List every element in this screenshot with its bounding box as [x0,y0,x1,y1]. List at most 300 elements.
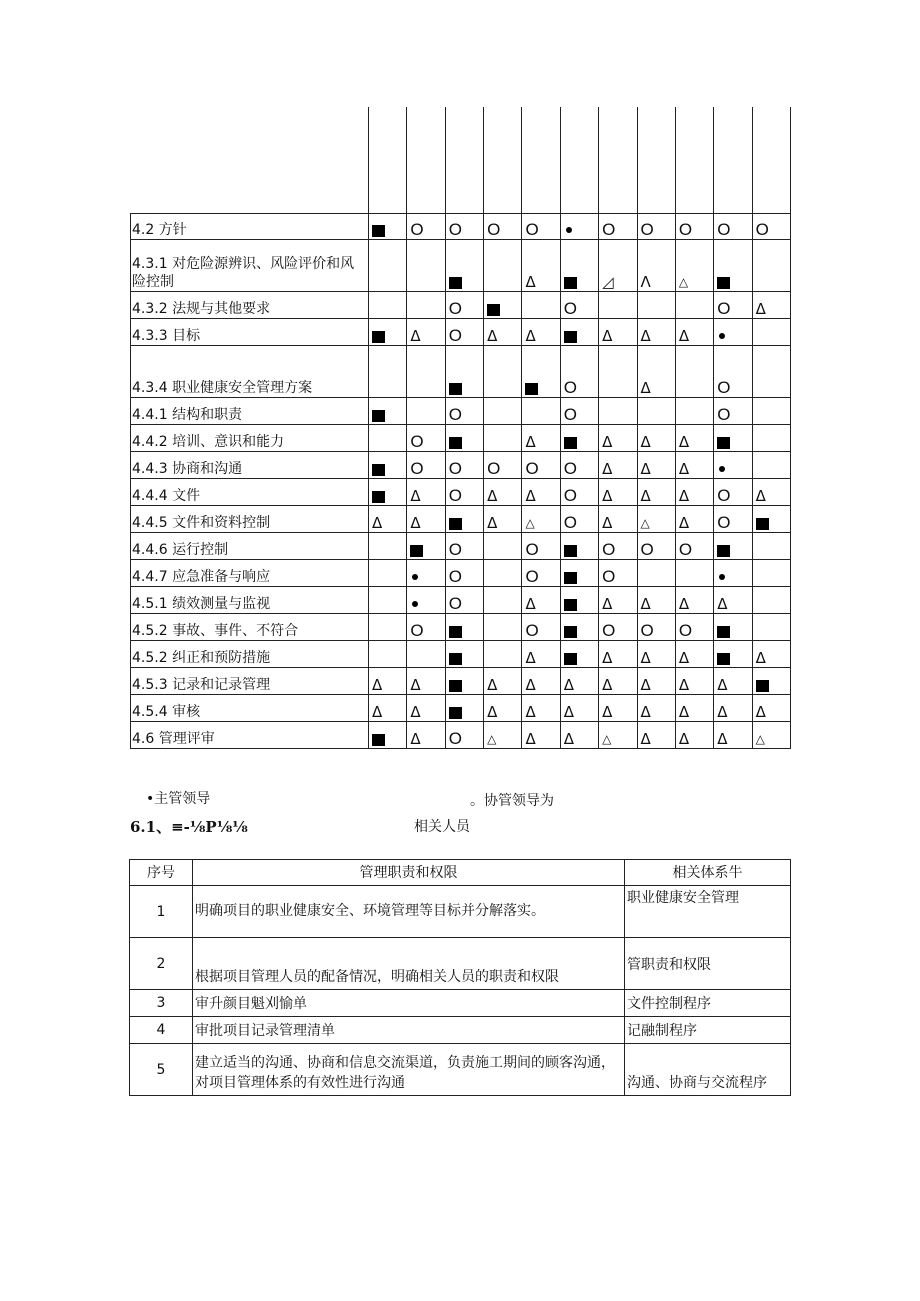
triangle-mark-icon: Δ [640,460,651,478]
matrix-header-cell [752,107,790,214]
square-mark-icon [564,545,577,557]
matrix-cell [445,425,483,452]
matrix-cell [675,292,713,319]
matrix-cell [714,506,752,533]
matrix-cell [407,695,445,722]
matrix-cell [599,292,637,319]
matrix-cell [484,695,522,722]
matrix-cell [522,506,560,533]
legend-assist-leader: 。协管领导为 [470,793,554,809]
circle-mark-icon: O [602,220,616,239]
matrix-cell [752,560,790,587]
clause-label: 4.3.3 目标 [131,319,369,346]
circle-mark-icon: O [755,220,769,239]
triangle-mark-icon: Δ [525,703,536,721]
duties-table [129,859,791,1096]
matrix-cell [752,214,790,240]
matrix-cell [445,668,483,695]
matrix-cell [752,346,790,398]
table-row [131,722,791,749]
matrix-cell [369,614,407,641]
table-row [131,240,791,292]
circle-mark-icon: O [448,594,462,613]
matrix-cell [714,240,752,292]
matrix-cell [484,240,522,292]
matrix-cell [560,398,598,425]
square-mark-icon [717,626,730,638]
row-system: 职业健康安全管理 [625,886,791,938]
matrix-cell [445,240,483,292]
triangle-mark-icon: Δ [525,487,536,505]
dot-mark-icon [412,574,418,580]
circle-mark-icon: O [717,486,731,505]
matrix-cell [560,319,598,346]
matrix-cell [369,560,407,587]
matrix-cell [522,560,560,587]
matrix-cell [714,452,752,479]
matrix-cell [637,479,675,506]
matrix-header-cell [445,107,483,214]
legend-main-leader: •主管领导 [146,791,211,807]
square-mark-icon [756,680,769,692]
triangle-mark-icon: Δ [678,649,690,667]
matrix-cell [560,695,598,722]
matrix-cell [445,587,483,614]
square-mark-icon [717,653,730,665]
matrix-cell [407,346,445,398]
matrix-cell [637,292,675,319]
matrix-cell [752,614,790,641]
circle-mark-icon: O [678,540,693,559]
matrix-cell [599,668,637,695]
matrix-cell [560,452,598,479]
matrix-cell [522,587,560,614]
triangle-mark-icon: Δ [563,676,575,694]
matrix-cell [522,240,560,292]
clause-label: 4.4.7 应急准备与响应 [131,560,369,587]
triangle-mark-icon: Δ [487,487,498,505]
circle-mark-icon: O [563,378,578,397]
row-number: 5 [130,1044,193,1096]
matrix-cell [369,533,407,560]
matrix-cell [714,425,752,452]
clause-label: 4.5.4 审核 [131,695,369,722]
matrix-cell [522,452,560,479]
matrix-cell [637,668,675,695]
square-mark-icon [449,626,462,638]
matrix-cell [637,722,675,749]
matrix-cell [522,398,560,425]
matrix-cell [675,479,713,506]
matrix-cell [369,346,407,398]
matrix-cell [369,292,407,319]
row-duty: 明确项目的职业健康安全、环境管理等目标并分解落实。 [193,886,625,938]
triangle-mark-icon: Δ [410,676,421,694]
matrix-cell [522,695,560,722]
matrix-cell [407,398,445,425]
matrix-cell [407,425,445,452]
table-row [130,938,791,990]
square-mark-icon [372,464,385,476]
triangle-mark-icon: Δ [640,730,651,748]
matrix-cell [484,479,522,506]
triangle-mark-icon: Δ [602,460,613,478]
matrix-cell [599,398,637,425]
table-row [131,641,791,668]
matrix-header-cell [369,107,407,214]
matrix-cell [637,560,675,587]
matrix-cell [369,452,407,479]
square-mark-icon [717,437,730,449]
triangle-mark-icon: Δ [640,676,651,694]
square-mark-icon [487,304,500,316]
matrix-cell [445,533,483,560]
matrix-cell [560,668,598,695]
matrix-cell [407,479,445,506]
matrix-cell [560,533,598,560]
matrix-cell [369,587,407,614]
triangle-mark-icon: Δ [678,487,690,505]
matrix-cell [714,668,752,695]
clause-label: 4.3.4 职业健康安全管理方案 [131,346,369,398]
table-row [130,990,791,1017]
matrix-cell [637,695,675,722]
triangle-mark-icon: Δ [410,514,421,532]
table-row [131,319,791,346]
triangle-mark-icon: Δ [640,327,651,345]
circle-mark-icon: O [563,513,578,532]
dot-mark-icon [719,574,725,580]
matrix-cell [484,533,522,560]
square-mark-icon [372,734,385,746]
row-number: 3 [130,990,193,1017]
matrix-cell [752,425,790,452]
matrix-cell [714,292,752,319]
matrix-cell [522,319,560,346]
matrix-cell [560,479,598,506]
matrix-cell [637,452,675,479]
matrix-cell [445,722,483,749]
matrix-cell [522,668,560,695]
matrix-cell [675,641,713,668]
matrix-cell [407,668,445,695]
square-mark-icon [564,277,577,289]
matrix-cell [445,452,483,479]
table-row [131,614,791,641]
square-mark-icon [449,383,462,395]
matrix-cell [637,319,675,346]
matrix-header-cell [637,107,675,214]
circle-mark-icon: O [563,486,578,505]
triangle-mark-icon: Δ [602,649,613,667]
table-row [131,346,791,398]
matrix-cell [407,506,445,533]
row-system: 沟通、协商与交流程序 [625,1044,791,1096]
matrix-cell [407,533,445,560]
matrix-cell [445,560,483,587]
triangle-mark-icon: △ [640,516,650,530]
circle-mark-icon: O [717,405,731,424]
matrix-cell [445,614,483,641]
matrix-cell [599,533,637,560]
matrix-cell [714,695,752,722]
matrix-cell [675,668,713,695]
circle-mark-icon: O [448,326,462,345]
header-no: 序号 [130,860,193,886]
matrix-cell [752,292,790,319]
matrix-cell [714,722,752,749]
matrix-cell [714,398,752,425]
triangle-mark-icon: Δ [372,703,383,721]
matrix-header-row [131,107,791,214]
matrix-cell [714,641,752,668]
square-mark-icon [717,545,730,557]
triangle-mark-icon: Δ [717,730,728,748]
matrix-cell [407,240,445,292]
clause-label: 4.4.6 运行控制 [131,533,369,560]
circle-mark-icon: O [448,405,462,424]
matrix-cell [522,292,560,319]
square-mark-icon [372,225,385,237]
triangle-mark-icon: Δ [487,703,498,721]
circle-mark-icon: O [525,459,539,478]
matrix-cell [407,614,445,641]
row-duty: 审批项目记录管理清单 [193,1017,625,1044]
matrix-cell [484,641,522,668]
row-duty: 建立适当的沟通、协商和信息交流渠道，负责施工期间的顾客沟通，对项目管理体系的有效性进行沟通 [193,1044,625,1096]
clause-label: 4.5.1 绩效测量与监视 [131,587,369,614]
matrix-cell [560,346,598,398]
clause-label: 4.3.1 对危险源辨识、风险评价和风险控制 [131,240,369,292]
matrix-header-cell [599,107,637,214]
matrix-cell [445,695,483,722]
triangle-mark-icon: Δ [525,649,536,667]
matrix-cell [714,587,752,614]
row-system: 记融制程序 [625,1017,791,1044]
triangle-mark-icon: Δ [410,327,421,345]
circle-mark-icon: O [410,220,424,239]
matrix-cell [714,319,752,346]
matrix-cell [560,214,598,240]
row-number: 1 [130,886,193,938]
circle-mark-icon: O [448,220,462,239]
circle-mark-icon: O [717,299,731,318]
table-row [131,398,791,425]
square-mark-icon [564,572,577,584]
matrix-cell [675,240,713,292]
triangle-mark-icon: Δ [678,730,690,748]
triangle-mark-icon: Δ [602,703,613,721]
clause-label: 4.4.1 结构和职责 [131,398,369,425]
circle-mark-icon: O [525,567,539,586]
section-title: 6.1、≡-⅛P⅛⅛ [130,818,248,836]
square-mark-icon [564,437,577,449]
matrix-cell [675,214,713,240]
matrix-cell [560,560,598,587]
matrix-cell [752,240,790,292]
table-row [131,452,791,479]
square-mark-icon [449,680,462,692]
table-row [131,425,791,452]
matrix-cell [407,722,445,749]
triangle-mark-icon: Δ [678,676,690,694]
matrix-cell [484,506,522,533]
matrix-cell [484,346,522,398]
triangle-mark-icon: Δ [602,676,613,694]
clause-label: 4.3.2 法规与其他要求 [131,292,369,319]
circle-mark-icon: O [602,621,616,640]
matrix-cell [637,240,675,292]
matrix-header-cell [484,107,522,214]
matrix-cell [484,560,522,587]
table-row [131,506,791,533]
matrix-cell [445,292,483,319]
matrix-cell [560,506,598,533]
row-duty: 审升颜目魁刈愉单 [193,990,625,1017]
matrix-cell [714,560,752,587]
matrix-cell [637,533,675,560]
square-mark-icon [449,707,462,719]
matrix-cell [752,506,790,533]
matrix-cell [752,695,790,722]
triangle-mark-icon: Δ [563,703,575,721]
duties-header-row [130,860,791,886]
triangle-mark-icon: △ [487,732,497,746]
matrix-cell [445,346,483,398]
matrix-cell [560,614,598,641]
matrix-cell [714,214,752,240]
matrix-cell [407,560,445,587]
matrix-header-cell [407,107,445,214]
clause-label: 4.5.2 纠正和预防措施 [131,641,369,668]
table-row [131,587,791,614]
circle-mark-icon: O [640,621,654,640]
matrix-cell [407,319,445,346]
circle-mark-icon: O [487,220,501,239]
triangle-mark-icon: Δ [717,595,728,613]
matrix-header-cell [675,107,713,214]
matrix-cell [714,533,752,560]
dot-mark-icon [719,466,725,472]
triangle-mark-icon: Λ [640,273,651,291]
matrix-cell [752,533,790,560]
square-mark-icon [717,277,730,289]
circle-mark-icon: O [717,220,731,239]
table-row [131,560,791,587]
table-row [131,695,791,722]
matrix-cell [599,506,637,533]
matrix-cell [599,587,637,614]
triangle-mark-icon: Δ [640,703,651,721]
triangle-mark-icon: Δ [678,514,690,532]
matrix-cell [369,506,407,533]
triangle-mark-icon: Δ [640,379,651,397]
circle-mark-icon: O [563,459,578,478]
matrix-cell [599,319,637,346]
matrix-cell [407,587,445,614]
triangle-mark-icon: △ [602,732,612,746]
square-mark-icon [372,491,385,503]
matrix-cell [369,641,407,668]
matrix-cell [407,641,445,668]
matrix-cell [714,614,752,641]
matrix-cell [522,425,560,452]
triangle-mark-icon: Δ [678,460,690,478]
circle-mark-icon: O [410,621,424,640]
matrix-header-blank [131,107,369,214]
matrix-cell [522,614,560,641]
circle-mark-icon: O [448,486,462,505]
matrix-cell [445,506,483,533]
matrix-cell [637,214,675,240]
triangle-mark-icon: Δ [640,649,651,667]
matrix-cell [752,668,790,695]
circle-mark-icon: O [640,540,654,559]
matrix-cell [369,722,407,749]
matrix-cell [369,425,407,452]
triangle-mark-icon: Δ [525,676,536,694]
square-mark-icon [525,383,538,395]
triangle-mark-icon: Δ [525,273,536,291]
matrix-cell [560,292,598,319]
matrix-cell [407,292,445,319]
matrix-cell [752,587,790,614]
triangle-mark-icon: △ [678,275,689,289]
triangle-mark-icon: Δ [640,595,651,613]
circle-mark-icon: O [640,220,654,239]
matrix-cell [752,479,790,506]
dot-mark-icon [719,333,725,339]
clause-label: 4.5.3 记录和记录管理 [131,668,369,695]
triangle-mark-icon: Δ [525,327,536,345]
table-row [131,292,791,319]
square-mark-icon [564,653,577,665]
triangle-mark-icon: Δ [410,730,421,748]
square-mark-icon [372,410,385,422]
circle-mark-icon: O [448,540,462,559]
matrix-cell [369,240,407,292]
triangle-mark-icon: Δ [678,595,690,613]
matrix-cell [599,695,637,722]
matrix-cell [369,479,407,506]
matrix-cell [637,346,675,398]
circle-mark-icon: O [717,378,731,397]
clause-label: 4.5.2 事故、事件、不符合 [131,614,369,641]
clause-label: 4.4.4 文件 [131,479,369,506]
dot-mark-icon [566,227,572,233]
clause-label: 4.4.2 培训、意识和能力 [131,425,369,452]
dot-mark-icon [412,601,418,607]
table-row [131,533,791,560]
triangle-mark-icon: Δ [525,595,536,613]
matrix-cell [484,452,522,479]
triangle-mark-icon: Δ [602,514,613,532]
matrix-cell [752,641,790,668]
matrix-cell [599,240,637,292]
matrix-cell [369,398,407,425]
circle-mark-icon: O [448,459,462,478]
triangle-mark-icon: Δ [640,487,651,505]
circle-mark-icon: O [717,513,731,532]
square-mark-icon [449,437,462,449]
table-row [131,668,791,695]
circle-mark-icon: O [410,432,424,451]
header-duty: 管理职责和权限 [193,860,625,886]
square-mark-icon [564,599,577,611]
matrix-cell [445,398,483,425]
matrix-cell [675,722,713,749]
matrix-cell [714,346,752,398]
